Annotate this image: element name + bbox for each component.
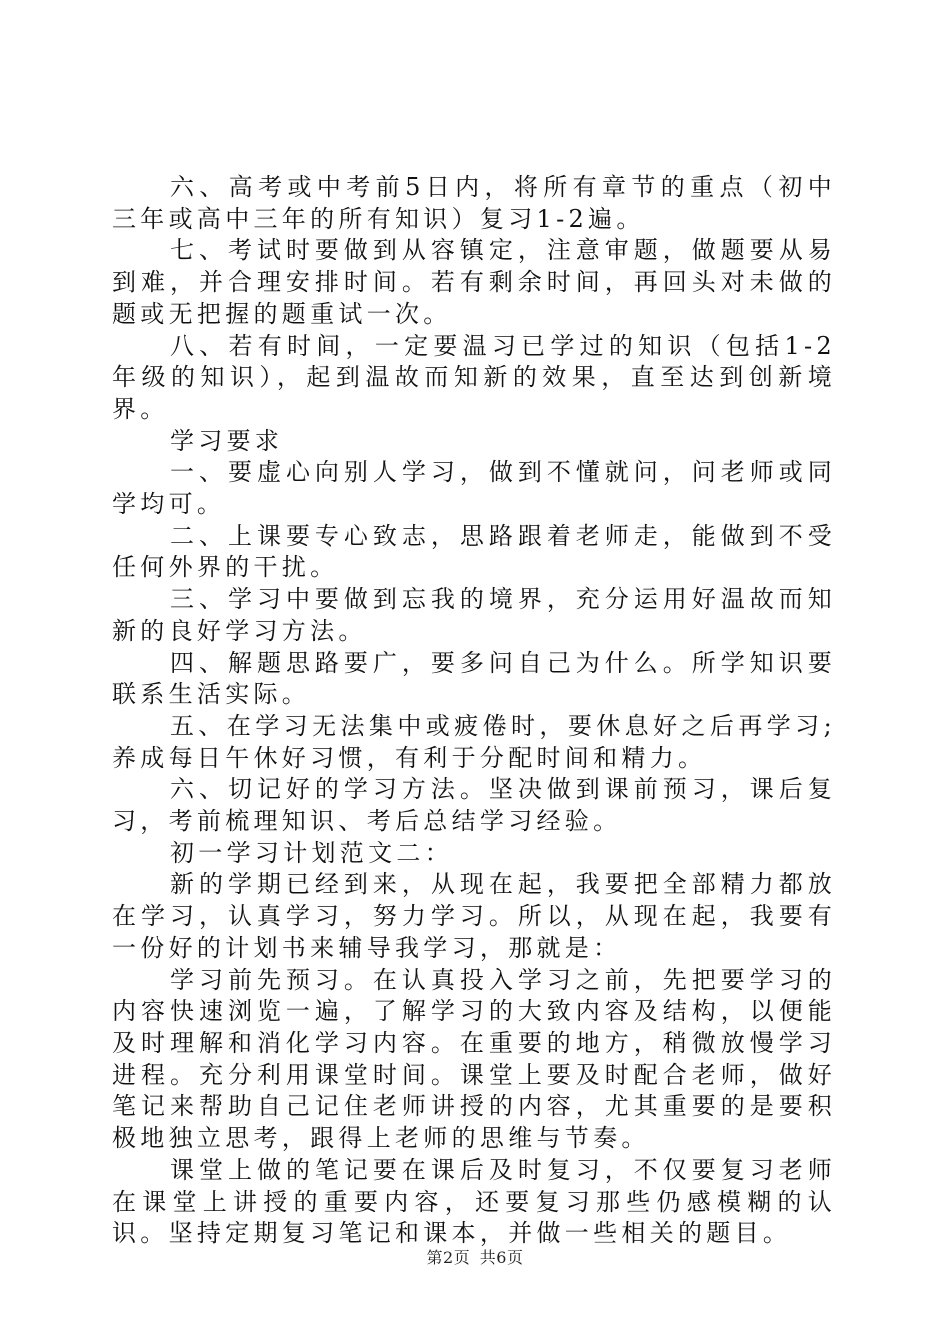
paragraph-1: 六、高考或中考前5日内，将所有章节的重点（初中三年或高中三年的所有知识）复习1-2遍。 [112,173,836,233]
paragraph-14: 课堂上做的笔记要在课后及时复习，不仅要复习老师在课堂上讲授的重要内容，还要复习那些仍感模糊的认识。坚持定期复习笔记和课本，并做一些相关的题目。 [112,1155,836,1248]
section-heading-requirements: 学习要求 [170,426,284,455]
paragraph-8: 四、解题思路要广，要多问自己为什么。所学知识要联系生活实际。 [112,648,836,709]
paragraph-13: 学习前先预习。在认真投入学习之前，先把要学习的内容快速浏览一遍，了解学习的大致内容及结构，以便能及时理解和消化学习内容。在重要的地方，稍微放慢学习进程。充分利用课堂时间。课堂上要及时配合老师，做好笔记来帮助自己记住老师讲授的内容，尤其重要的是要积极地独立思考，跟得上老师的思维与节奏。 [112,965,836,1153]
page-footer [0,1245,950,1268]
current-page-number: 第2页 [426,1248,471,1267]
paragraph-3: 八、若有时间，一定要温习已学过的知识（包括1-2年级的知识），起到温故而知新的效果，直至达到创新境界。 [112,331,836,423]
paragraph-9: 五、在学习无法集中或疲倦时，要休息好之后再学习;养成每日午休好习惯，有利于分配时间和精力。 [112,711,836,772]
total-page-count: 共6页 [479,1248,524,1267]
document-body [112,172,836,1250]
paragraph-12: 新的学期已经到来，从现在起，我要把全部精力都放在学习，认真学习，努力学习。所以，从现在起，我要有一份好的计划书来辅导我学习，那就是： [112,870,836,962]
paragraph-2: 七、考试时要做到从容镇定，注意审题，做题要从易到难，并合理安排时间。若有剩余时间，再回头对未做的题或无把握的题重试一次。 [112,236,836,328]
paragraph-5: 一、要虚心向别人学习，做到不懂就问，问老师或同学均可。 [112,458,836,519]
paragraph-6: 二、上课要专心致志，思路跟着老师走，能做到不受任何外界的干扰。 [112,521,836,582]
paragraph-7: 三、学习中要做到忘我的境界，充分运用好温故而知新的良好学习方法。 [112,585,836,645]
paragraph-10: 六、切记好的学习方法。坚决做到课前预习，课后复习，考前梳理知识、考后总结学习经验。 [112,775,836,836]
section-heading-sample-two: 初一学习计划范文二： [170,838,453,867]
